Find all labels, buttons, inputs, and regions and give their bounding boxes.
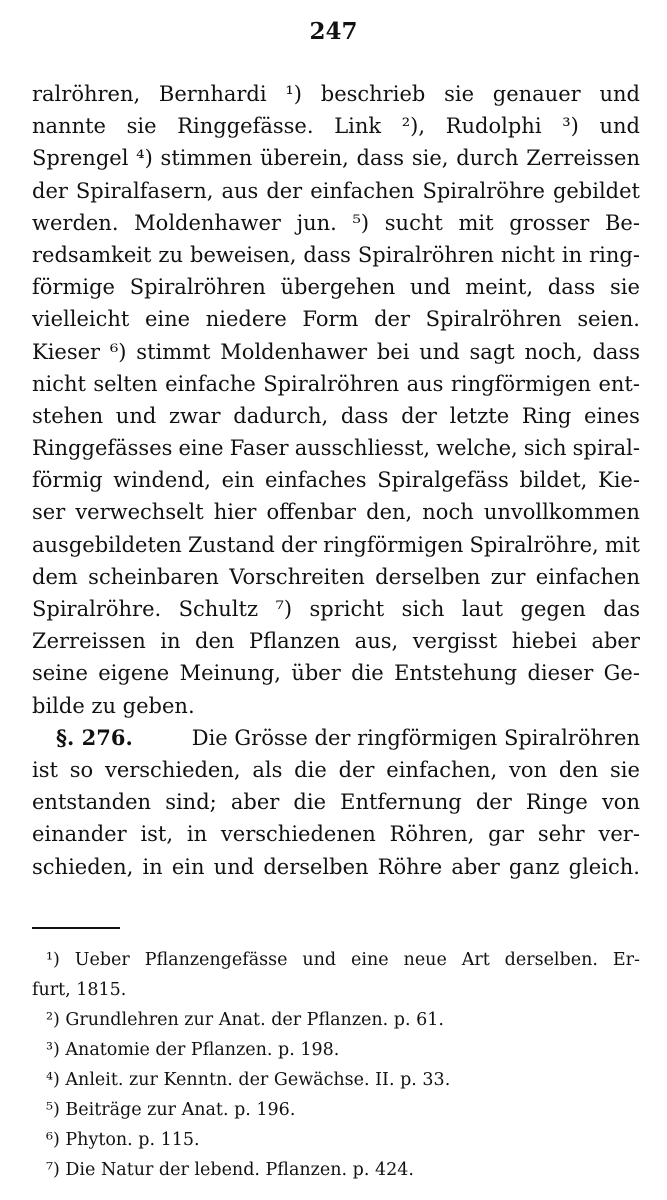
word: übergehen [280, 275, 396, 300]
text-line [32, 78, 640, 110]
word: eine [144, 307, 191, 332]
word: der [266, 178, 303, 203]
word: ver- [598, 822, 640, 847]
word: ganz [508, 854, 560, 879]
word: und [419, 339, 460, 364]
word: den [195, 629, 235, 654]
text-line [32, 786, 640, 818]
word: nicht [500, 242, 555, 267]
footnote-3: ³) Anatomie der Pflanzen. p. 198. [46, 1040, 340, 1060]
word: seien. [577, 307, 640, 332]
word: Spiralröhre. [32, 597, 162, 621]
word: einander [32, 822, 127, 847]
word: laut [461, 597, 504, 621]
word: mit [604, 532, 640, 557]
word: Zerreissen [32, 629, 146, 654]
text-line [32, 464, 640, 496]
body-text [32, 78, 640, 883]
word: verschieden, [104, 757, 241, 782]
text-line [32, 207, 640, 239]
word: Rudolphi [445, 114, 542, 139]
word: einfache [165, 371, 256, 396]
word: genauer [492, 82, 581, 106]
word: Er- [612, 950, 640, 970]
text-line [32, 818, 640, 850]
word: letzte [449, 403, 510, 428]
text-line [32, 368, 640, 400]
word: sind; [165, 790, 217, 815]
word: die [294, 757, 327, 782]
word: Vorschreiten [229, 564, 365, 589]
word: sie [126, 114, 157, 139]
word: derselben [375, 564, 481, 589]
word: eigene [98, 661, 170, 686]
word: Spiralröhre [422, 178, 545, 203]
word: Kieser [32, 339, 101, 364]
word: werden. [32, 210, 119, 235]
word: aber [591, 629, 640, 654]
word: dass [356, 146, 405, 171]
text-line [32, 400, 640, 432]
word: ringförmigen [323, 532, 464, 557]
word: aus [221, 178, 259, 203]
word: Moldenhawer [134, 210, 281, 235]
word: Pflanzengefässe [144, 950, 288, 970]
word: einfachen [310, 178, 415, 203]
word: ⁷) [275, 597, 293, 621]
word: ralröhren, [32, 82, 141, 106]
word: niedere [205, 307, 287, 332]
word: entstanden [32, 790, 152, 815]
word: ring- [589, 242, 640, 267]
word: zur [490, 564, 526, 589]
word: von [508, 757, 548, 782]
word: förmige [32, 275, 115, 300]
word: einfaches [265, 468, 367, 493]
word: ausschliesst, [294, 436, 431, 461]
word: scheinbaren [88, 564, 219, 589]
word: Ringgefässe. [177, 114, 314, 139]
word: dem [32, 564, 78, 589]
word: förmig [32, 468, 103, 493]
word: beweisen, [190, 242, 297, 267]
word: sagt [469, 339, 515, 364]
word: windend, [113, 468, 211, 493]
word: jun. [296, 210, 337, 235]
word: ent- [598, 371, 640, 396]
word: spricht [309, 597, 385, 621]
word: und [213, 854, 255, 879]
text-line [32, 593, 640, 625]
word: mit [458, 210, 494, 235]
word: selten [93, 371, 158, 396]
word: als [252, 757, 283, 782]
footnotes [32, 945, 640, 1185]
word: zu [158, 242, 184, 267]
footnote-7: ⁷) Die Natur der lebend. Pflanzen. p. 424. [46, 1160, 414, 1180]
word: Art [461, 950, 490, 970]
word: Röhren, [389, 822, 475, 847]
word: ⁵) [352, 210, 370, 235]
word: hiebei [511, 629, 577, 654]
word: stimmen [160, 146, 253, 171]
word: vielleicht [32, 307, 130, 332]
word: beschrieb [320, 82, 426, 106]
word: offenbar [266, 500, 357, 525]
word: stimmt [136, 339, 211, 364]
word: aber [230, 790, 280, 815]
word: Ringe [525, 790, 588, 815]
text-line [32, 432, 640, 464]
word: nannte [32, 114, 106, 139]
word: über [291, 661, 341, 686]
word: ²), [401, 114, 426, 139]
word: und [115, 403, 157, 428]
word: sie, [411, 146, 449, 171]
word: derselben. [504, 950, 598, 970]
word: ist [32, 757, 58, 782]
word: einfachen [535, 564, 640, 589]
word: und [599, 114, 640, 139]
word: sie [444, 82, 474, 106]
text-line [32, 142, 640, 174]
word: Spiralgefäss [377, 468, 509, 493]
word: ⁶) [109, 339, 127, 364]
word: eines [584, 403, 640, 428]
word: Ringgefässes [32, 436, 173, 461]
word: in [160, 629, 181, 654]
word: aber [451, 854, 500, 879]
word: sucht [384, 210, 443, 235]
word: und [410, 275, 451, 300]
word: Entfernung [340, 790, 462, 815]
word: redsamkeit [32, 242, 152, 267]
word: von [601, 790, 640, 815]
word: aus, [354, 629, 399, 654]
text-line [32, 496, 640, 528]
word: Sprengel [32, 146, 129, 171]
word: dadurch, [233, 403, 329, 428]
text-line [32, 271, 640, 303]
word: Spiralröhren [263, 371, 400, 396]
word: Ring [521, 403, 572, 428]
word: überein, [260, 146, 349, 171]
word: dass [547, 275, 596, 300]
text-line [32, 239, 640, 271]
footnote-5: ⁵) Beiträge zur Anat. p. 196. [46, 1100, 296, 1120]
word: Form [302, 307, 359, 332]
word: sie [610, 757, 640, 782]
word: sich [523, 436, 567, 461]
word: Zustand [188, 532, 275, 557]
word: in [186, 822, 208, 847]
word: die [351, 661, 384, 686]
word: Spiralröhren [425, 307, 562, 332]
word: bei [376, 339, 410, 364]
text-line [32, 175, 640, 207]
text-line [32, 851, 640, 883]
word: hier [213, 500, 257, 525]
word: und [599, 82, 640, 106]
word: Röhre [377, 854, 443, 879]
word: sehr [537, 822, 585, 847]
word: unvollkommen [483, 500, 640, 525]
page-number: 247 [309, 18, 358, 45]
word: Spiralröhren [129, 275, 266, 300]
word: seine [32, 661, 88, 686]
word: ringförmigen [450, 371, 592, 396]
word: der [338, 757, 375, 782]
word: verschiedenen [220, 822, 376, 847]
word: Faser [229, 436, 289, 461]
word: zwar [168, 403, 221, 428]
word: neue [403, 950, 447, 970]
word: einfachen, [386, 757, 498, 782]
word: Kie- [598, 468, 640, 493]
word: noch [422, 500, 474, 525]
word: gegen [520, 597, 586, 621]
word: schieden, [32, 854, 134, 879]
footnote-rule [32, 927, 120, 929]
footnote-6: ⁶) Phyton. p. 115. [46, 1130, 200, 1150]
word: nicht [32, 371, 86, 396]
word: bildet, [519, 468, 588, 493]
word: in [142, 854, 163, 879]
word: den, [366, 500, 413, 525]
word: das [603, 597, 640, 621]
word: sie [610, 275, 640, 300]
word: gar [488, 822, 525, 847]
footnote-2: ²) Grundlehren zur Anat. der Pflanzen. p. 61. [46, 1010, 444, 1030]
word: Schultz [178, 597, 259, 621]
word: so [69, 757, 94, 782]
footnote-1-continued: furt, 1815. [32, 980, 127, 1000]
word: aus [406, 371, 444, 396]
word: durch [456, 146, 519, 171]
word: Ueber [74, 950, 130, 970]
text-line [32, 336, 640, 368]
word: Zerreissen [526, 146, 640, 171]
text-line [32, 657, 640, 689]
word: der [475, 790, 512, 815]
word: ser [32, 500, 66, 525]
word: dass [592, 339, 640, 364]
footnote-1 [32, 945, 640, 975]
word: ⁴) [136, 146, 153, 171]
word: dass [303, 242, 351, 267]
word: ¹) [285, 82, 302, 106]
word: Spiralröhre, [469, 532, 599, 557]
word: und [302, 950, 337, 970]
word: ausgebildeten [32, 532, 182, 557]
text-line [32, 529, 640, 561]
word: meint, [465, 275, 533, 300]
word: ein [221, 468, 255, 493]
word: Bernhardi [158, 82, 267, 106]
word: Moldenhawer [220, 339, 368, 364]
section-mark: §. 276. [56, 724, 133, 750]
word: eine [351, 950, 389, 970]
word: der [374, 307, 411, 332]
word: der [281, 532, 317, 557]
word: dieser [527, 661, 594, 686]
word: der [401, 403, 437, 428]
text-line [32, 110, 640, 142]
word: gleich. [568, 854, 640, 879]
footnote-4: ⁴) Anleit. zur Kenntn. der Gewächse. II. p. 33. [46, 1070, 451, 1090]
word: ist, [140, 822, 174, 847]
word: der [32, 178, 68, 203]
word: Spiralröhren [357, 242, 494, 267]
word: Ge- [603, 661, 640, 686]
word: Spiralfasern, [75, 178, 214, 203]
word: ³) [562, 114, 579, 139]
word: welche, [436, 436, 518, 461]
word: dass [340, 403, 389, 428]
word: stehen [32, 403, 104, 428]
paragraph-last-line: bilde zu geben. [32, 693, 195, 718]
word: sich [401, 597, 445, 621]
text-line [32, 303, 640, 335]
text-line [32, 625, 640, 657]
word: derselben [263, 854, 369, 879]
word: noch, [524, 339, 583, 364]
word: verwechselt [75, 500, 204, 525]
word: eine [178, 436, 224, 461]
word: die [293, 790, 327, 815]
word: spiral- [572, 436, 640, 461]
word: Be- [605, 210, 640, 235]
word: Link [334, 114, 382, 139]
text-line [32, 754, 640, 786]
word: vergisst [412, 629, 498, 654]
word: in [561, 242, 583, 267]
word: den [558, 757, 599, 782]
word: Pflanzen [248, 629, 341, 654]
word: ein [171, 854, 205, 879]
section-first-line [32, 722, 640, 754]
word: grosser [509, 210, 590, 235]
word: Entstehung [394, 661, 518, 686]
section-first-line-text: Die Grösse der ringförmigen Spiralröhren [191, 725, 640, 750]
word: ¹) [46, 950, 60, 970]
word: gebildet [552, 178, 640, 203]
text-line [32, 561, 640, 593]
word: Meinung, [179, 661, 281, 686]
